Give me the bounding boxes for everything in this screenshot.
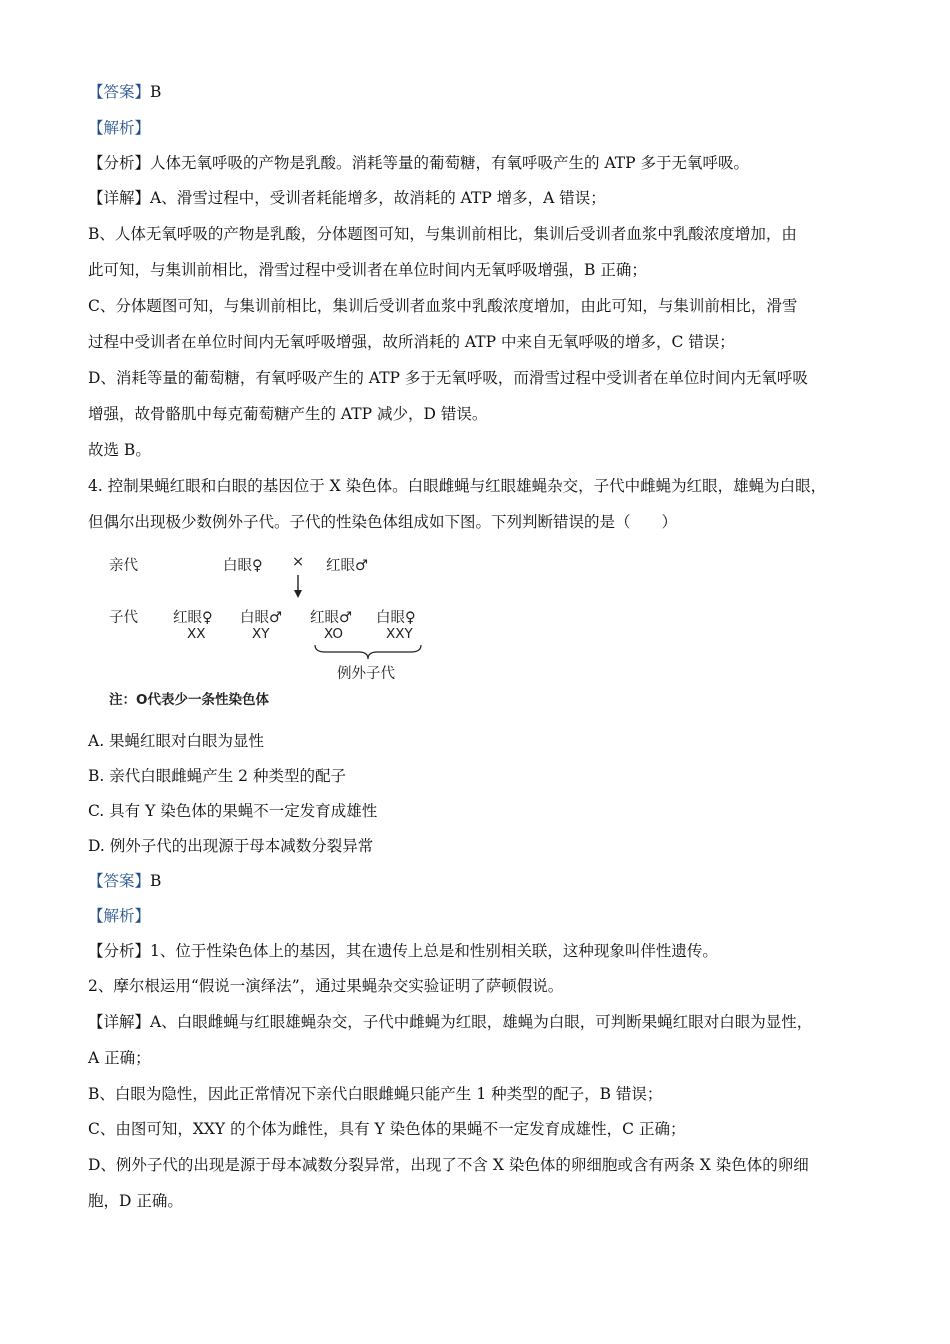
analysis-tag: 【解析】 [88, 119, 151, 137]
analysis-tag: 【解析】 [88, 907, 151, 925]
answer-value: B [150, 83, 162, 101]
q3-detail-b2: 此可知，与集训前相比，滑雪过程中受训者在单位时间内无氧呼吸增强，B 正确； [88, 261, 647, 279]
detail-text: A、白眼雌蝇与红眼雄蝇杂交，子代中雌蝇为红眼，雄蝇为白眼，可判断果蝇红眼对白眼为显性， [150, 1013, 813, 1031]
fenxi-tag: 【分析】 [88, 942, 151, 960]
q3-conclusion: 故选 B。 [88, 441, 151, 459]
q4-detail-c: C、由图可知，XXY 的个体为雌性，具有 Y 染色体的果蝇不一定发育成雄性，C 正确； [88, 1120, 686, 1138]
option-d: D. 例外子代的出现源于母本减数分裂异常 [88, 837, 374, 855]
brace-icon [313, 643, 423, 661]
parent-label: 亲代 [109, 558, 138, 574]
fenxi-tag: 【分析】 [88, 154, 151, 172]
q4-answer-line [88, 871, 161, 891]
q4-detail-b: B、白眼为隐性，因此正常情况下亲代白眼雌蝇只能产生 1 种类型的配子，B 错误； [88, 1085, 663, 1103]
down-arrow-icon [290, 574, 306, 600]
child-4-genotype: XXY [386, 626, 413, 642]
q4-fenxi-1 [88, 941, 718, 961]
q3-detail-c2: 过程中受训者在单位时间内无氧呼吸增强，故所消耗的 ATP 中来自无氧呼吸的增多，C 错误； [88, 333, 735, 351]
q4-stem-2: 但偶尔出现极少数例外子代。子代的性染色体组成如下图。下列判断错误的是（ ） [88, 513, 678, 531]
child-1-phenotype: 红眼♀ [173, 610, 213, 626]
q3-detail-c1: C、分体题图可知，与集训前相比，集训后受训者血浆中乳酸浓度增加，由此可知，与集训前相比，滑雪 [88, 297, 798, 315]
q3-detail-b1: B、人体无氧呼吸的产物是乳酸，分体题图可知，与集训前相比，集训后受训者血浆中乳酸浓度增加，由 [88, 225, 797, 243]
option-b: B. 亲代白眼雌蝇产生 2 种类型的配子 [88, 767, 346, 785]
child-1-genotype: XX [187, 626, 206, 642]
exception-label: 例外子代 [337, 666, 395, 682]
q4-detail-a2: A 正确； [88, 1049, 151, 1067]
answer-tag: 【答案】 [88, 83, 151, 101]
option-c: C. 具有 Y 染色体的果蝇不一定发育成雄性 [88, 802, 378, 820]
q3-fenxi [88, 153, 749, 173]
xiangjie-tag: 【详解】 [88, 189, 151, 207]
q4-detail-d1: D、例外子代的出现是源于母本减数分裂异常，出现了不含 X 染色体的卵细胞或含有两条 X 染色体的卵细 [88, 1156, 809, 1174]
detail-text: A、滑雪过程中，受训者耗能增多，故消耗的 ATP 增多，A 错误； [150, 189, 606, 207]
child-2-genotype: XY [252, 626, 270, 642]
child-2-phenotype: 白眼♂ [240, 610, 282, 626]
answer-tag: 【答案】 [88, 872, 151, 890]
cross-symbol: × [292, 554, 305, 570]
q3-detail-d2: 增强，故骨骼肌中每克葡萄糖产生的 ATP 减少，D 错误。 [88, 405, 488, 423]
q3-answer-line [88, 82, 161, 102]
q4-detail-d2: 胞，D 正确。 [88, 1192, 183, 1210]
q4-detail-a1 [88, 1012, 812, 1032]
child-label: 子代 [109, 610, 138, 626]
q3-detail-a [88, 188, 606, 208]
cross-diagram [105, 548, 445, 716]
answer-value: B [150, 872, 162, 890]
parent-male: 红眼♂ [326, 558, 368, 574]
q3-detail-d1: D、消耗等量的葡萄糖，有氧呼吸产生的 ATP 多于无氧呼吸，而滑雪过程中受训者在单位时间内无氧呼吸 [88, 369, 808, 387]
q4-stem-1: 4. 控制果蝇红眼和白眼的基因位于 X 染色体。白眼雌蝇与红眼雄蝇杂交，子代中雌蝇为红眼，雄蝇为白眼， [88, 477, 827, 495]
diagram-note: 注：O代表少一条性染色体 [109, 692, 269, 708]
child-3-phenotype: 红眼♂ [310, 610, 352, 626]
parent-female: 白眼♀ [223, 558, 263, 574]
child-4-phenotype: 白眼♀ [376, 610, 416, 626]
xiangjie-tag: 【详解】 [88, 1013, 151, 1031]
child-3-genotype: XO [324, 626, 344, 642]
fenxi-text: 人体无氧呼吸的产物是乳酸。消耗等量的葡萄糖，有氧呼吸产生的 ATP 多于无氧呼吸。 [150, 154, 749, 172]
fenxi-text: 1、位于性染色体上的基因，其在遗传上总是和性别相关联，这种现象叫伴性遗传。 [150, 942, 718, 960]
q4-fenxi-2: 2、摩尔根运用“假说一演绎法”，通过果蝇杂交实验证明了萨顿假说。 [88, 977, 564, 995]
option-a: A. 果蝇红眼对白眼为显性 [88, 732, 265, 750]
